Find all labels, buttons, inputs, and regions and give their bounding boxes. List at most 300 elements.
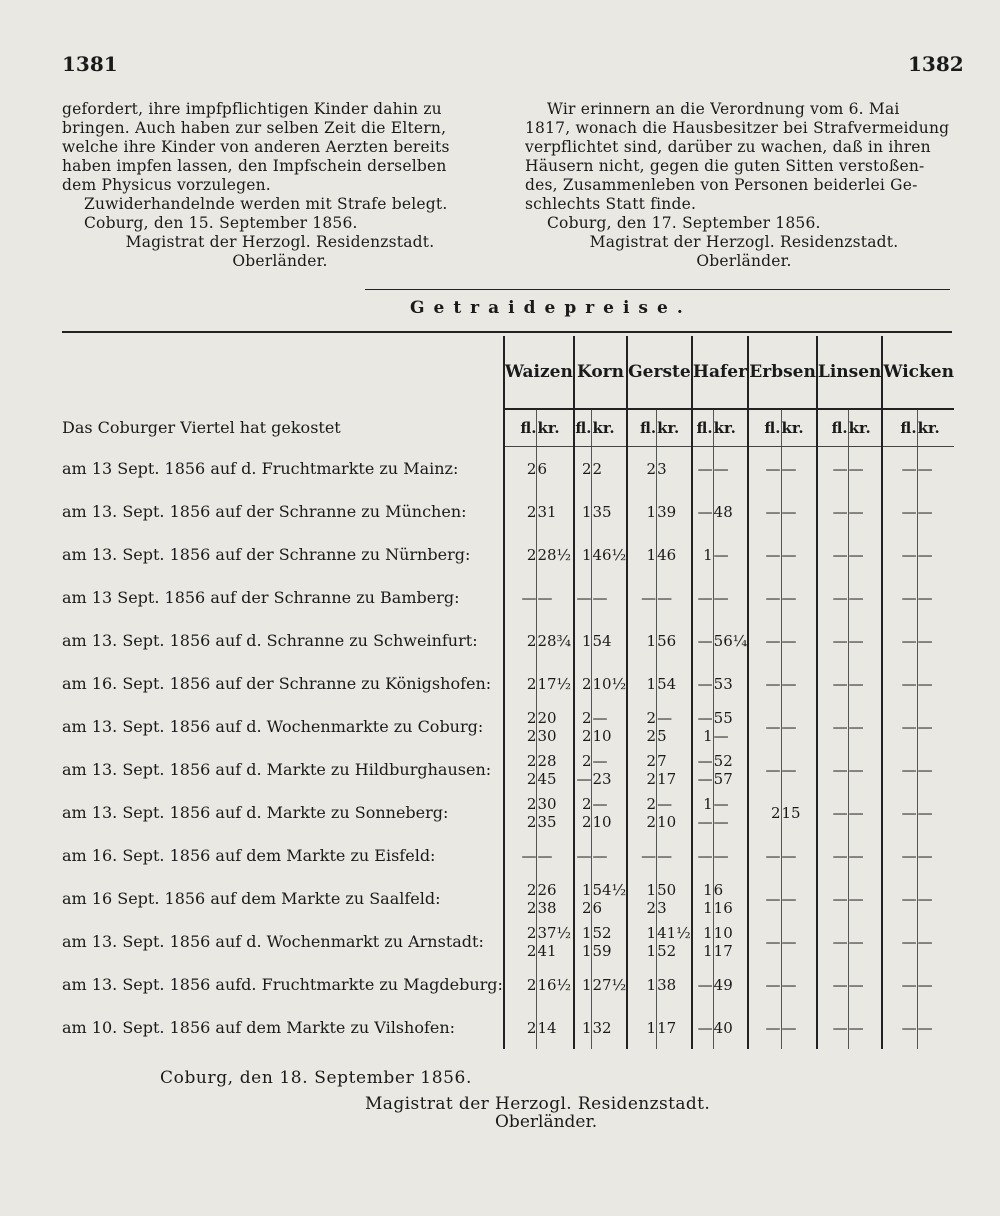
price-value: 54½ 6 [592,880,627,917]
price-value: — [521,588,537,607]
price-value: 10 17 [713,923,733,960]
price-kreuzer [781,705,817,748]
price-value: — [832,1018,848,1037]
unit-fl: fl. [574,409,592,447]
price-kreuzer [781,490,817,533]
price-value: — [917,932,933,951]
table-row [62,834,954,877]
price-value: — [832,631,848,650]
price-value: 35 [592,502,612,521]
price-kreuzer [537,705,574,748]
price-value: 54 [657,674,677,693]
price-florin [627,963,656,1006]
price-kreuzer [917,662,954,705]
price-kreuzer [713,705,748,748]
price-florin [627,533,656,576]
price-value: — [765,674,781,693]
price-kreuzer [657,619,692,662]
market-place [62,963,504,1006]
unit-kr: kr. [848,409,882,447]
price-florin [882,920,917,963]
market-place [62,447,504,491]
price-florin [882,662,917,705]
price-florin [882,705,917,748]
table-row [62,963,954,1006]
notice-authority: Magistrat der Herzogl. Residenzstadt. [125,233,435,251]
price-kreuzer [537,748,574,791]
price-florin [504,490,537,533]
price-florin [748,1006,781,1049]
price-florin [504,1006,537,1049]
price-kreuzer [537,877,574,920]
page-number-right: 1382 [908,52,964,76]
price-kreuzer [657,705,692,748]
price-value: — [848,631,864,650]
price-kreuzer [917,877,954,920]
price-value: — [917,545,933,564]
price-value: 48 [713,502,733,521]
price-value: — 5 [657,708,673,745]
price-florin [574,705,592,748]
price-value: — [713,846,729,865]
price-florin [748,748,781,791]
price-kreuzer [657,576,692,619]
price-value: 1 [581,1018,592,1037]
price-value: — [765,760,781,779]
price-florin [882,963,917,1006]
notice-line: welche ihre Kinder von anderen Aerzten bereits [62,138,450,156]
price-florin [748,619,781,662]
price-florin [882,576,917,619]
price-value: 2 2 [526,708,537,745]
price-florin [817,619,848,662]
price-value: — [848,588,864,607]
price-value: 2 2 [646,708,657,745]
price-value: 53 [713,674,733,693]
price-value: — [832,674,848,693]
price-value: — [657,588,673,607]
price-florin [692,1006,713,1049]
price-value: 2 2 [526,880,537,917]
price-kreuzer [917,447,954,491]
table-top-rule [62,331,952,333]
price-value: — [901,631,917,650]
price-florin [748,834,781,877]
price-value: 1 [581,975,592,994]
price-florin [692,748,713,791]
price-florin [748,877,781,920]
price-value: — [781,674,797,693]
price-florin [504,619,537,662]
grain-header-waizen: Waizen [504,336,574,409]
notice-date: Coburg, den 15. September 1856. [84,214,358,232]
price-value: 27½ [592,975,627,994]
notice-line: 1817, wonach die Hausbesitzer bei Strafvermeidung [525,119,950,137]
price-value: — [832,545,848,564]
price-florin [627,1006,656,1049]
price-florin [692,834,713,877]
price-florin [627,619,656,662]
notice-date: Coburg, den 17. September 1856. [547,214,821,232]
price-value: 2 [526,1018,537,1037]
price-kreuzer [917,748,954,791]
price-florin [882,447,917,491]
price-value: — [901,975,917,994]
price-value: 1 2 [581,880,592,917]
price-florin [748,963,781,1006]
price-value: — [848,1018,864,1037]
price-kreuzer [537,920,574,963]
price-florin [882,877,917,920]
price-value: — [781,889,797,908]
price-florin [748,490,781,533]
price-kreuzer [713,791,748,834]
grain-header-gerste: Gerste [627,336,692,409]
price-kreuzer [592,834,627,877]
price-value: 1 1 [703,923,713,960]
price-florin [504,705,537,748]
grain-header-wicken: Wicken [882,336,954,409]
price-florin [574,662,592,705]
price-florin [627,662,656,705]
price-value: — [697,1018,713,1037]
price-value: 2 [526,459,537,478]
price-value: — [848,502,864,521]
price-kreuzer [657,533,692,576]
housing-notice [525,100,963,271]
price-value: 17½ [537,674,572,693]
price-florin [574,1006,592,1049]
price-florin [574,920,592,963]
price-value: — [848,674,864,693]
price-florin [627,920,656,963]
price-value: — [848,717,864,736]
price-florin [748,791,781,834]
price-kreuzer [713,533,748,576]
price-florin [692,791,713,834]
price-value: 30 35 [537,794,557,831]
price-value: — [641,846,657,865]
price-value: — [713,588,729,607]
notice-authority: Magistrat der Herzogl. Residenzstadt. [589,233,899,251]
price-florin [627,877,656,920]
price-value: 50 3 [657,880,677,917]
price-value: — [901,889,917,908]
price-value: 1 2 [646,880,657,917]
price-florin [692,877,713,920]
market-place [62,791,504,834]
price-value: — [781,631,797,650]
price-value: — [832,588,848,607]
price-value: 41½ 52 [657,923,691,960]
price-value: 2 [646,459,657,478]
table-row [62,662,954,705]
grain-price-table [62,336,954,1049]
price-value: — [901,674,917,693]
notice-penalty: Zuwiderhandelnde werden mit Strafe belegt. [84,195,448,213]
price-florin [574,490,592,533]
market-place [62,662,504,705]
price-kreuzer [781,619,817,662]
price-florin [817,877,848,920]
price-value: — [917,846,933,865]
notice-line: Häusern nicht, gegen die guten Sitten verstoßen- [525,157,925,175]
price-kreuzer [537,834,574,877]
price-value: 10½ [592,674,627,693]
price-kreuzer [848,705,882,748]
price-value: 16½ [537,975,572,994]
price-florin [817,920,848,963]
notice-signature: Oberländer. [696,252,792,270]
price-value: — [697,975,713,994]
price-value: — [713,459,729,478]
market-place-label: am 10. Sept. 1856 auf dem Markte zu Vilshofen: [62,1018,456,1037]
price-florin [748,533,781,576]
price-value: 1 [646,975,657,994]
price-kreuzer [713,963,748,1006]
price-florin [574,877,592,920]
price-value: 37½ 41 [537,923,572,960]
table-row [62,576,954,619]
price-kreuzer [657,791,692,834]
price-value: 54 [592,631,612,650]
price-kreuzer [848,877,882,920]
footer-signature: Oberländer. [495,1112,598,1132]
price-florin [504,963,537,1006]
price-value: 6 16 [713,880,733,917]
price-florin [627,791,656,834]
price-value: — [917,588,933,607]
price-kreuzer [537,533,574,576]
price-value: — [781,760,797,779]
grain-header-erbsen: Erbsen [748,336,817,409]
unit-fl: fl. [504,409,537,447]
price-value: — [521,846,537,865]
price-florin [817,791,848,834]
table-row [62,619,954,662]
price-value: — [537,588,553,607]
price-value: — [781,975,797,994]
price-value: 1 1 [646,923,657,960]
market-place [62,490,504,533]
price-value: — [901,459,917,478]
price-value: — [917,975,933,994]
price-value: 1 [646,631,657,650]
price-value: 1 [646,545,657,564]
price-kreuzer [781,662,817,705]
price-value: — [848,760,864,779]
table-row [62,877,954,920]
price-florin [882,533,917,576]
market-place-label: am 13. Sept. 1856 auf der Schranne zu Nürnberg: [62,545,471,564]
price-value: 1 [646,674,657,693]
price-kreuzer [848,533,882,576]
notice-line: verpflichtet sind, darüber zu wachen, daß in ihren [525,138,931,156]
price-kreuzer [917,490,954,533]
price-florin [692,576,713,619]
price-value: 2 — [576,751,592,788]
price-value: 1 [703,545,713,564]
price-value: 2 [526,545,537,564]
price-value: — [765,846,781,865]
price-value: — [781,502,797,521]
notice-line: bringen. Auch haben zur selben Zeit die Eltern, [62,119,447,137]
unit-kr: kr. [713,409,748,447]
price-value: — [713,545,729,564]
price-value: 1 [581,545,592,564]
price-value: — — [697,751,713,788]
price-value: — [576,846,592,865]
price-kreuzer [781,834,817,877]
price-value: 56¼ [713,631,748,650]
price-kreuzer [713,619,748,662]
table-row [62,920,954,963]
price-kreuzer [781,920,817,963]
market-place-label: am 16. Sept. 1856 auf der Schranne zu Königshofen: [62,674,492,693]
price-value: 2 [581,674,592,693]
price-value: — [832,459,848,478]
market-place-label: am 13. Sept. 1856 auf d. Wochenmarkte zu Coburg: [62,717,484,736]
price-value: — [832,760,848,779]
price-florin [504,447,537,491]
price-kreuzer [592,748,627,791]
price-kreuzer [917,533,954,576]
price-value: — [917,717,933,736]
price-value: — [592,846,608,865]
price-value: 1 — [697,794,713,831]
price-value: — [901,502,917,521]
table-row [62,1006,954,1049]
price-florin [817,834,848,877]
price-value: — [781,717,797,736]
price-kreuzer [848,748,882,791]
price-kreuzer [537,619,574,662]
price-value: — [697,502,713,521]
price-florin [882,619,917,662]
price-kreuzer [848,791,882,834]
price-value: — [917,502,933,521]
price-kreuzer [537,662,574,705]
unit-fl: fl. [627,409,656,447]
price-kreuzer [713,447,748,491]
price-value: 2 [581,459,592,478]
price-kreuzer [848,920,882,963]
price-kreuzer [592,662,627,705]
market-place [62,619,504,662]
price-value: 1 [646,1018,657,1037]
price-value: — [917,803,933,822]
price-value: 1 [646,502,657,521]
price-value: — 10 [592,794,612,831]
price-kreuzer [848,963,882,1006]
notice-line: Wir erinnern an die Verordnung vom 6. Mai [547,100,900,118]
price-kreuzer [848,447,882,491]
notice-line: dem Physicus vorzulegen. [62,176,271,194]
price-florin [627,447,656,491]
price-value: 2 2 [646,751,657,788]
price-florin [882,834,917,877]
price-value: — [765,1018,781,1037]
price-florin [692,920,713,963]
unit-fl: fl. [692,409,713,447]
price-value: 2 [526,502,537,521]
market-place [62,533,504,576]
price-kreuzer [781,447,817,491]
price-florin [748,576,781,619]
price-value: — [765,717,781,736]
price-value: — [848,889,864,908]
market-place [62,877,504,920]
notice-line: haben impfen lassen, den Impfschein derselben [62,157,447,175]
price-value: — [592,588,608,607]
price-florin [574,619,592,662]
price-value: — 23 [592,751,612,788]
price-kreuzer [713,490,748,533]
price-florin [692,662,713,705]
price-value: — [917,674,933,693]
price-value: — [765,975,781,994]
price-kreuzer [657,748,692,791]
price-value: — [901,803,917,822]
market-place-label: am 13. Sept. 1856 aufd. Fruchtmarkte zu Magdeburg: [62,975,503,994]
price-value: — [765,459,781,478]
price-value: 2 2 [526,751,537,788]
section-divider [365,289,950,290]
table-row [62,791,954,834]
price-kreuzer [537,1006,574,1049]
price-value: 38 [657,975,677,994]
price-kreuzer [657,662,692,705]
market-place [62,705,504,748]
price-kreuzer [592,447,627,491]
price-value: — [901,545,917,564]
price-florin [627,576,656,619]
price-value: — [832,846,848,865]
price-value: — [697,459,713,478]
price-kreuzer [713,877,748,920]
price-florin [817,490,848,533]
price-kreuzer [592,920,627,963]
unit-fl: fl. [817,409,848,447]
market-place-label: am 13. Sept. 1856 auf d. Schranne zu Schweinfurt: [62,631,478,650]
price-kreuzer [657,834,692,877]
price-kreuzer [592,877,627,920]
price-kreuzer [781,877,817,920]
table-row [62,533,954,576]
unit-fl: fl. [882,409,917,447]
price-value: — [832,932,848,951]
price-florin [817,533,848,576]
price-value: 52 57 [713,751,733,788]
price-florin [574,447,592,491]
price-florin [504,920,537,963]
price-kreuzer [713,662,748,705]
price-value: 32 [592,1018,612,1037]
price-value: — [765,502,781,521]
price-value: — [781,588,797,607]
price-kreuzer [917,920,954,963]
unit-kr: kr. [781,409,817,447]
price-value: — [832,502,848,521]
price-florin [748,705,781,748]
price-florin [882,1006,917,1049]
price-value: 55 — [713,708,733,745]
price-value: — [697,588,713,607]
price-florin [627,834,656,877]
price-kreuzer [848,576,882,619]
price-kreuzer [781,748,817,791]
price-value: — [781,846,797,865]
